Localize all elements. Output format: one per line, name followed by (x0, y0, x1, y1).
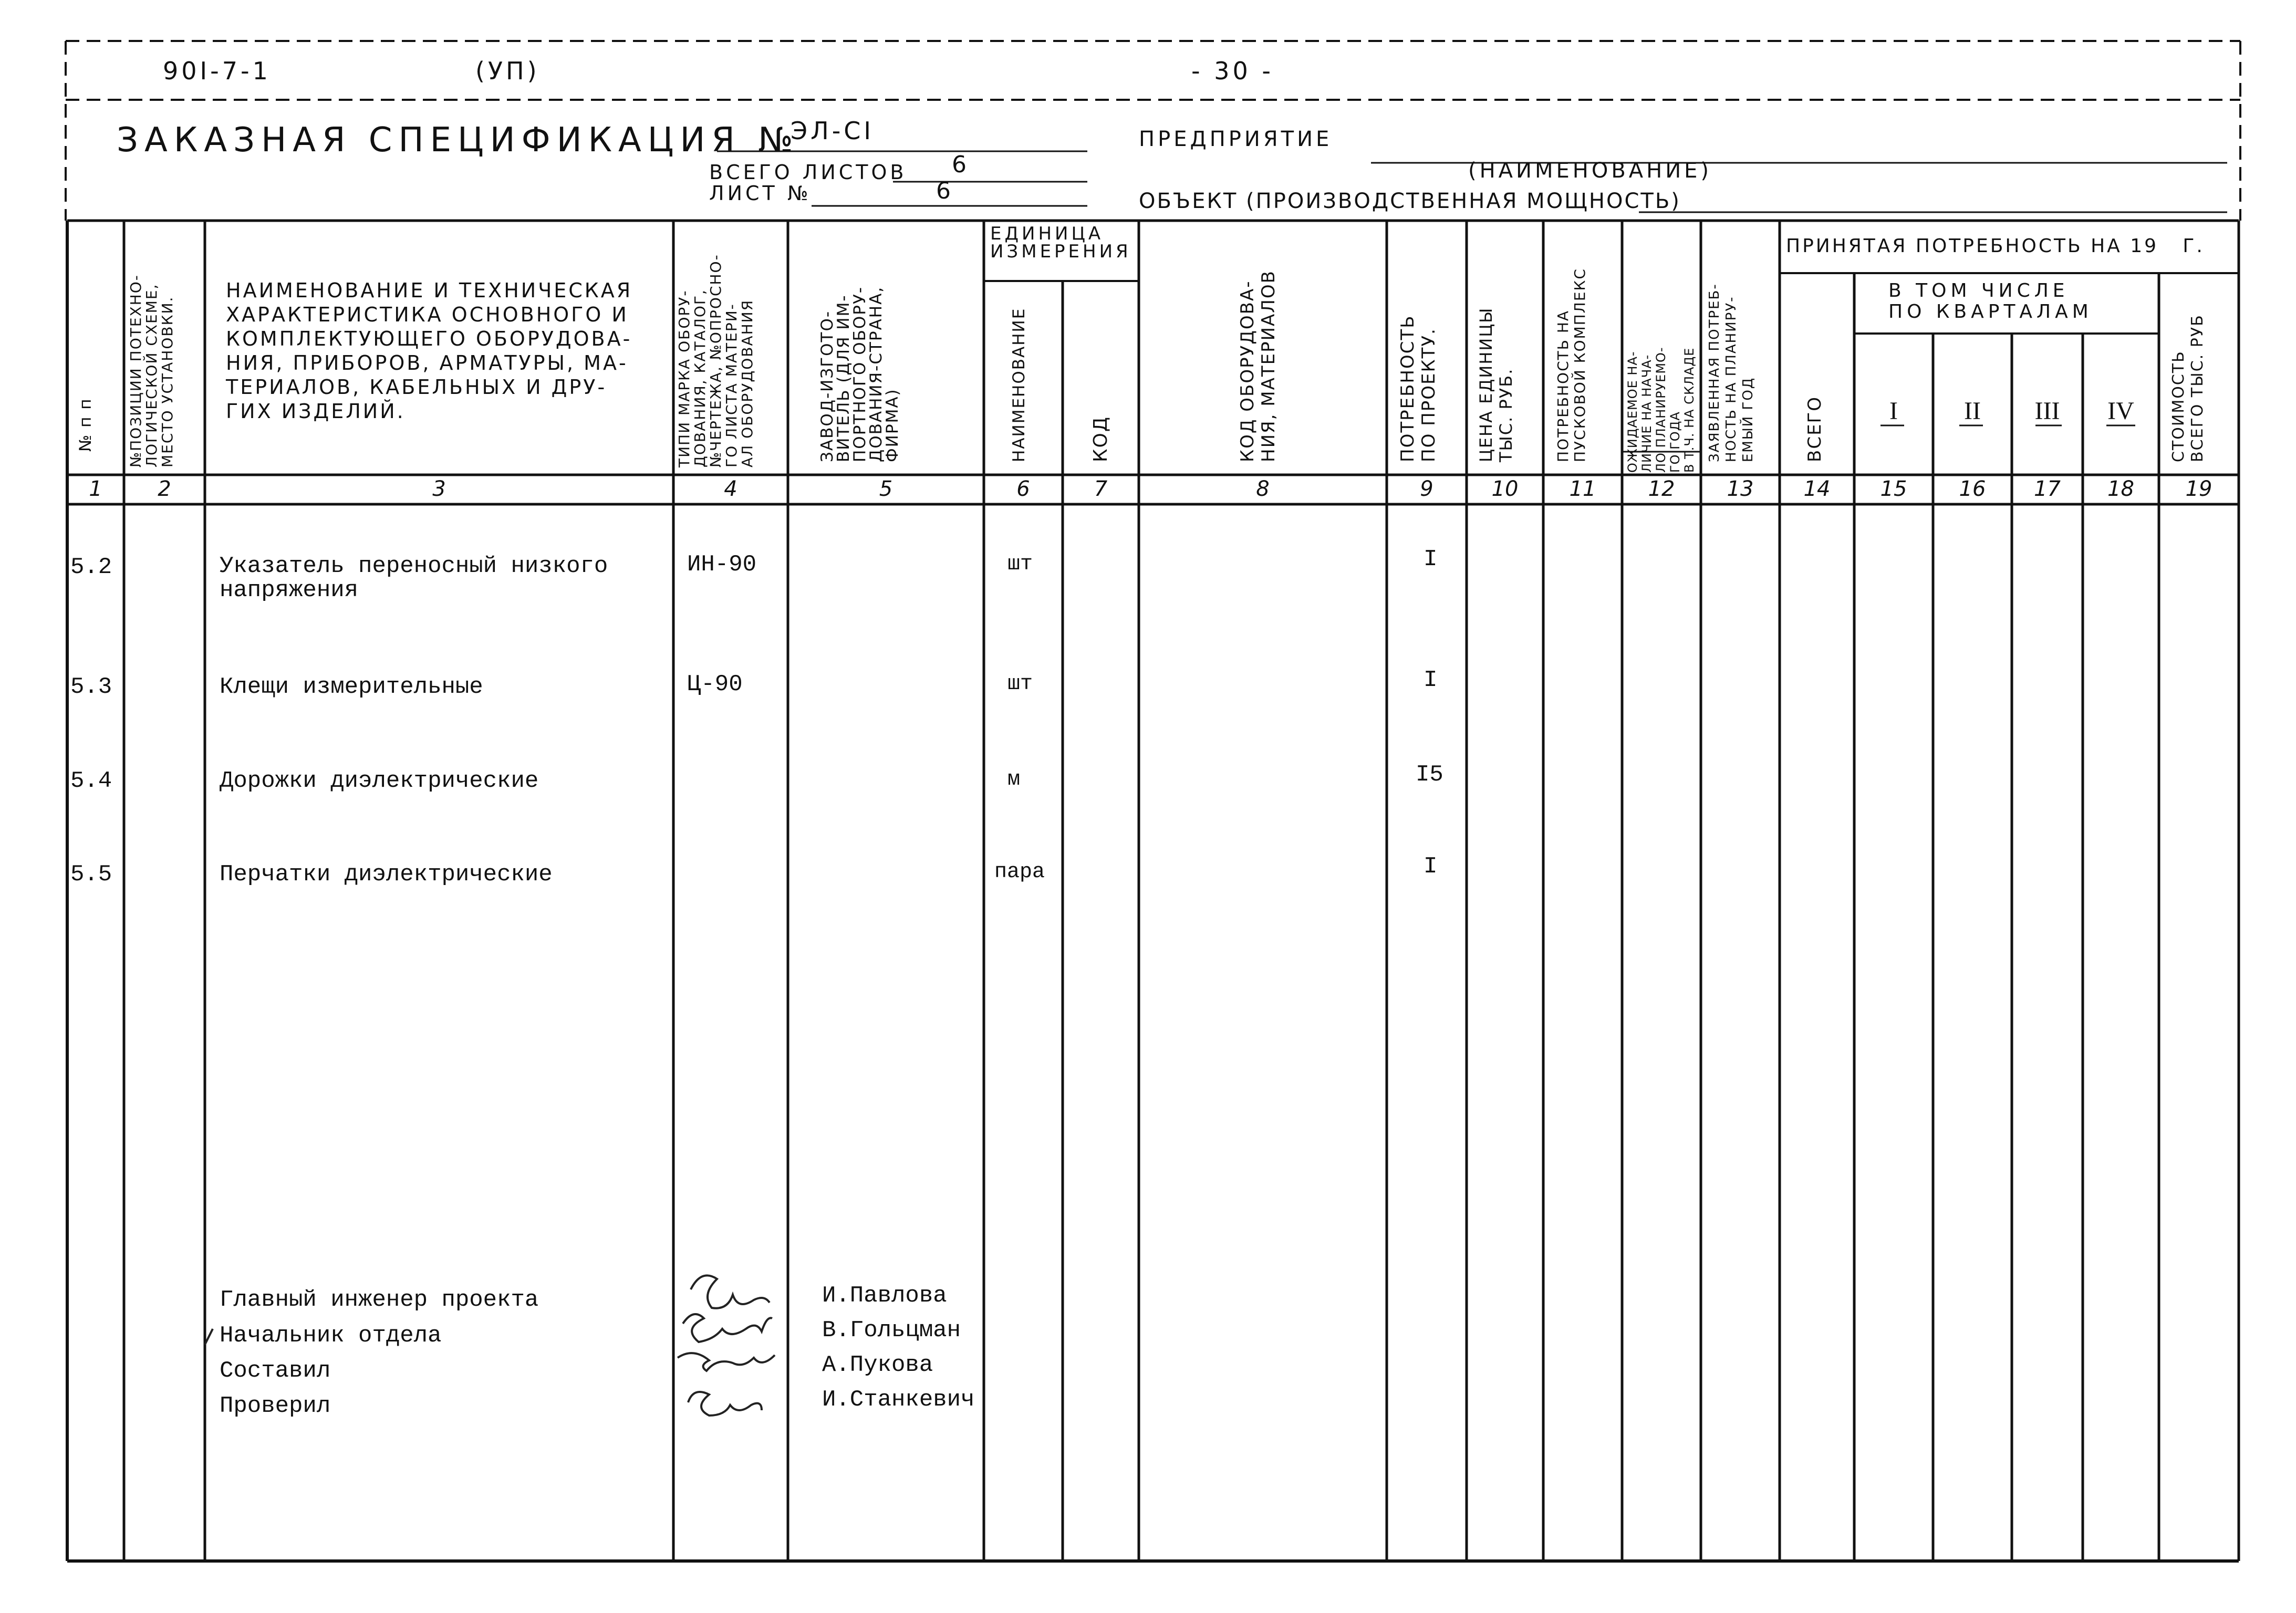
colnum-10: 10 (1491, 477, 1519, 501)
row-item-name: Клещи измерительные (220, 674, 483, 700)
colnum-16: 16 (1959, 477, 1986, 501)
unit-group-header: ЕДИНИЦА ИЗМЕРЕНИЯ (990, 223, 1131, 262)
total-sheets-label: ВСЕГО ЛИСТОВ (709, 161, 907, 184)
row-number: 5.4 (70, 768, 112, 794)
row-item-unit: м (1007, 768, 1021, 792)
signature-role: Составил (220, 1358, 331, 1384)
colnum-13: 13 (1727, 477, 1754, 501)
col3-header: НАИМЕНОВАНИЕ И ТЕХНИЧЕСКАЯ ХАРАКТЕРИСТИКА ОСНОВНОГО И КОМПЛЕКТУЮЩЕГО ОБОРУДОВА- НИЯ, ПРИБОРОВ, АРМАТУРЫ, МА- ТЕРИАЛОВ, КАБЕЛЬНЫХ И ДРУ- ГИХ ИЗДЕЛИЙ. (226, 279, 633, 423)
row-item-unit: шт (1007, 553, 1033, 576)
col11-header: ПОТРЕБНОСТЬ НА ПУСКОВОЙ КОМПЛЕКС (1554, 268, 1588, 462)
doc-code: 90I-7-1 (163, 57, 271, 85)
row-item-qty: I (1424, 546, 1438, 573)
row-item-unit: шт (1007, 672, 1033, 696)
colnum-6: 6 (1016, 477, 1030, 501)
colnum-9: 9 (1420, 477, 1433, 501)
colnum-4: 4 (724, 477, 737, 501)
spec-title: ЗАКАЗНАЯ СПЕЦИФИКАЦИЯ № (117, 121, 799, 160)
enterprise-label: ПРЕДПРИЯТИЕ (1139, 127, 1333, 151)
row-item-name: Указатель переносный низкого напряжения (220, 553, 608, 603)
colnum-7: 7 (1094, 477, 1108, 501)
colnum-3: 3 (432, 477, 446, 501)
row-item-qty: I5 (1416, 762, 1443, 788)
row-number: 5.5 (70, 861, 112, 888)
q2-header: II (1964, 397, 1981, 425)
spec-number: ЭЛ-CI (791, 117, 874, 145)
col12-header: ОЖИДАЕМОЕ НА- ЛИЧИЕ НА НАЧА- ЛО ПЛАНИРУЕМО- ГО ГОДА В Т.Ч. НА СКЛАДЕ (1625, 347, 1697, 473)
object-label: ОБЪЕКТ (ПРОИЗВОДСТВЕННАЯ МОЩНОСТЬ) (1139, 189, 1681, 213)
total-sheets-value: 6 (952, 151, 970, 178)
col8-header: КОД ОБОРУДОВА- НИЯ, МАТЕРИАЛОВ (1237, 270, 1279, 462)
signature-role: Проверил (220, 1393, 331, 1419)
row-item-name: Дорожки диэлектрические (220, 768, 539, 794)
page-number: - 30 - (1191, 57, 1274, 85)
colnum-1: 1 (89, 477, 102, 501)
signature-name: И.Павлова (822, 1283, 947, 1309)
signature-role: Главный инженер проекта (220, 1287, 539, 1313)
col6-header: НАИМЕНОВАНИЕ (1010, 307, 1028, 462)
signature-name: И.Станкевич (822, 1387, 975, 1413)
col10-header: ЦЕНА ЕДИНИЦЫ ТЫС. РУБ. (1476, 307, 1516, 462)
colnum-12: 12 (1648, 477, 1675, 501)
colnum-15: 15 (1880, 477, 1907, 501)
colnum-14: 14 (1803, 477, 1831, 501)
col1-header: № п п (76, 398, 95, 452)
colnum-17: 17 (2034, 477, 2061, 501)
row-number: 5.3 (70, 674, 112, 700)
col7-header: КОД (1090, 415, 1111, 462)
colnum-5: 5 (879, 477, 893, 501)
accepted-header: ПРИНЯТАЯ ПОТРЕБНОСТЬ НА 19 Г. (1786, 235, 2205, 257)
q3-header: III (2034, 397, 2060, 425)
sheet-value: 6 (936, 178, 954, 204)
row-item-unit: пара (994, 860, 1045, 884)
name-label: (НАИМЕНОВАНИЕ) (1468, 159, 1712, 183)
signature-role: Начальник отдела (220, 1323, 442, 1349)
col5-header: ЗАВОД-ИЗГОТО- ВИТЕЛЬ (ДЛЯ ИМ- ПОРТНОГО ОБОРУ- ДОВАНИЯ-СТРАНА, ФИРМА) (818, 286, 902, 462)
col19-header: СТОИМОСТЬ ВСЕГО ТЫС. РУБ (2169, 314, 2207, 462)
row-item-name: Перчатки диэлектрические (220, 861, 553, 888)
row-item-type: ИН-90 (687, 551, 757, 578)
col4-header: ТИПИ МАРКА ОБОРУ- ДОВАНИЯ, КАТАЛОГ, №ЧЕРТЕЖА, №ОПРОСНО- ГО ЛИСТА МАТЕРИ- АЛ ОБОРУДОВАНИЯ (676, 254, 756, 467)
col9-header: ПОТРЕБНОСТЬ ПО ПРОЕКТУ. (1397, 315, 1439, 462)
row-item-type: Ц-90 (687, 671, 743, 698)
col13-header: ЗАЯВЛЕННАЯ ПОТРЕБ- НОСТЬ НА ПЛАНИРУ- ЕМЫЙ ГОД (1707, 283, 1756, 462)
colnum-2: 2 (158, 477, 171, 501)
signature-name: В.Гольцман (822, 1317, 961, 1344)
row-number: 5.2 (70, 554, 112, 580)
quarters-group-header: В ТОМ ЧИСЛЕ ПО КВАРТАЛАМ (1888, 280, 2093, 322)
col14-header: ВСЕГО (1804, 396, 1825, 462)
volume-label: (УП) (475, 57, 540, 85)
q4-header: IV (2107, 397, 2134, 425)
q1-header: I (1889, 397, 1898, 425)
colnum-19: 19 (2185, 477, 2212, 501)
sheet-label: ЛИСТ № (709, 182, 812, 205)
colnum-8: 8 (1256, 477, 1270, 501)
row-item-qty: I (1424, 667, 1438, 693)
colnum-11: 11 (1569, 477, 1596, 501)
colnum-18: 18 (2107, 477, 2134, 501)
signature-name: А.Пукова (822, 1352, 933, 1378)
col2-header: №ПОЗИЦИИ ПОТЕХНО- ЛОГИЧЕСКОЙ СХЕМЕ, МЕСТО УСТАНОВКИ. (127, 274, 176, 467)
row-item-qty: I (1424, 854, 1438, 880)
